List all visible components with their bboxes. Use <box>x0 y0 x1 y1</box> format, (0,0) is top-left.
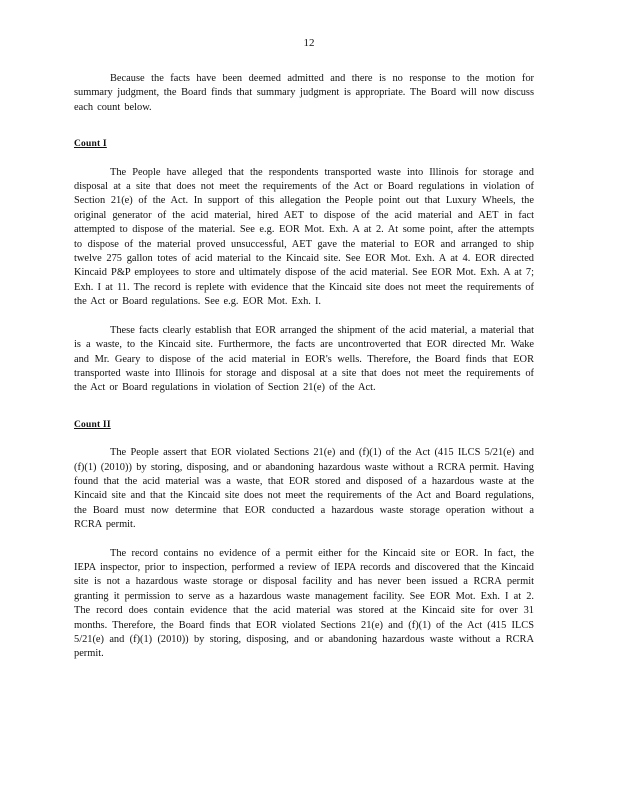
count-1-paragraph-1: The People have alleged that the respondents transported waste into Illinois for storage and disposal at a site that does not meet the requirements of the Act or Board regulations in violation of Section 21(e) of the Act. In support of this allegation the People point out that Luxury Wheels, the original generator of the acid material, hired AET to dispose of the acid material and AET in fact attempted to dispose of the material. See e.g. EOR Mot. Exh. A at 2. At some point, after the attempts to dispose of the material proved unsuccessful, AET gave the material to EOR and arranged to ship twelve 275 gallon totes of acid material to the Kincaid site. See EOR Mot. Exh. A at 4. EOR directed Kincaid P&P employees to store and ultimately dispose of the acid material. See EOR Mot. Exh. A at 7; Exh. I at 11. The record is replete with evidence that the Kincaid site does not meet the requirements of the Act or Board regulations. See e.g. EOR Mot. Exh. I. <box>74 166 534 308</box>
count-2-heading: Count II <box>74 419 111 430</box>
intro-paragraph: Because the facts have been deemed admitted and there is no response to the motion for summary judgment, the Board finds that summary judgment is appropriate. The Board will now discuss each count below. <box>74 73 534 113</box>
count-2-paragraph-2: The record contains no evidence of a permit either for the Kincaid site or EOR. In fact, the IEPA inspector, prior to inspection, performed a review of IEPA records and discovered that the Kincaid site is not a hazardous waste storage or disposal facility and has never been issued a RCRA permit granting it permission to serve as a hazardous waste management facility. See EOR Mot. Exh. I at 2. The record does contain evidence that the acid material was stored at the Kincaid site for over 31 months. Therefore, the Board finds that EOR violated Sections 21(e) and (f)(1) of the Act (415 ILCS 5/21(e) and (f)(1) (2010)) by storing, disposing, and or abandoning hazardous waste without a RCRA permit. <box>74 547 534 660</box>
count-2-paragraph-1: The People assert that EOR violated Sections 21(e) and (f)(1) of the Act (415 ILCS 5/21(e) and (f)(1) (2010)) by storing, disposing, and or abandoning hazardous waste without a RCRA permit. Having found that the acid material was a waste, that EOR stored and disposed of a hazardous waste at the Kincaid site and that the Kincaid site does not meet the requirements of the Act and Board regulations, the Board must now determine that EOR conducted a hazardous waste storage operation without a RCRA permit. <box>74 447 534 531</box>
page-body <box>74 72 534 662</box>
page-number: 12 <box>303 37 315 49</box>
count-1-paragraph-2: These facts clearly establish that EOR arranged the shipment of the acid material, a material that is a waste, to the Kincaid site. Furthermore, the facts are uncontroverted that EOR directed Mr. Wake and Mr. Geary to dispose of the acid material in EOR's wells. Therefore, the Board finds that EOR transported waste into Illinois for storage and disposal at a site that does not meet the requirements of the Act or Board regulations in violation of Section 21(e) of the Act. <box>74 324 534 394</box>
count-1-heading: Count I <box>74 139 107 150</box>
